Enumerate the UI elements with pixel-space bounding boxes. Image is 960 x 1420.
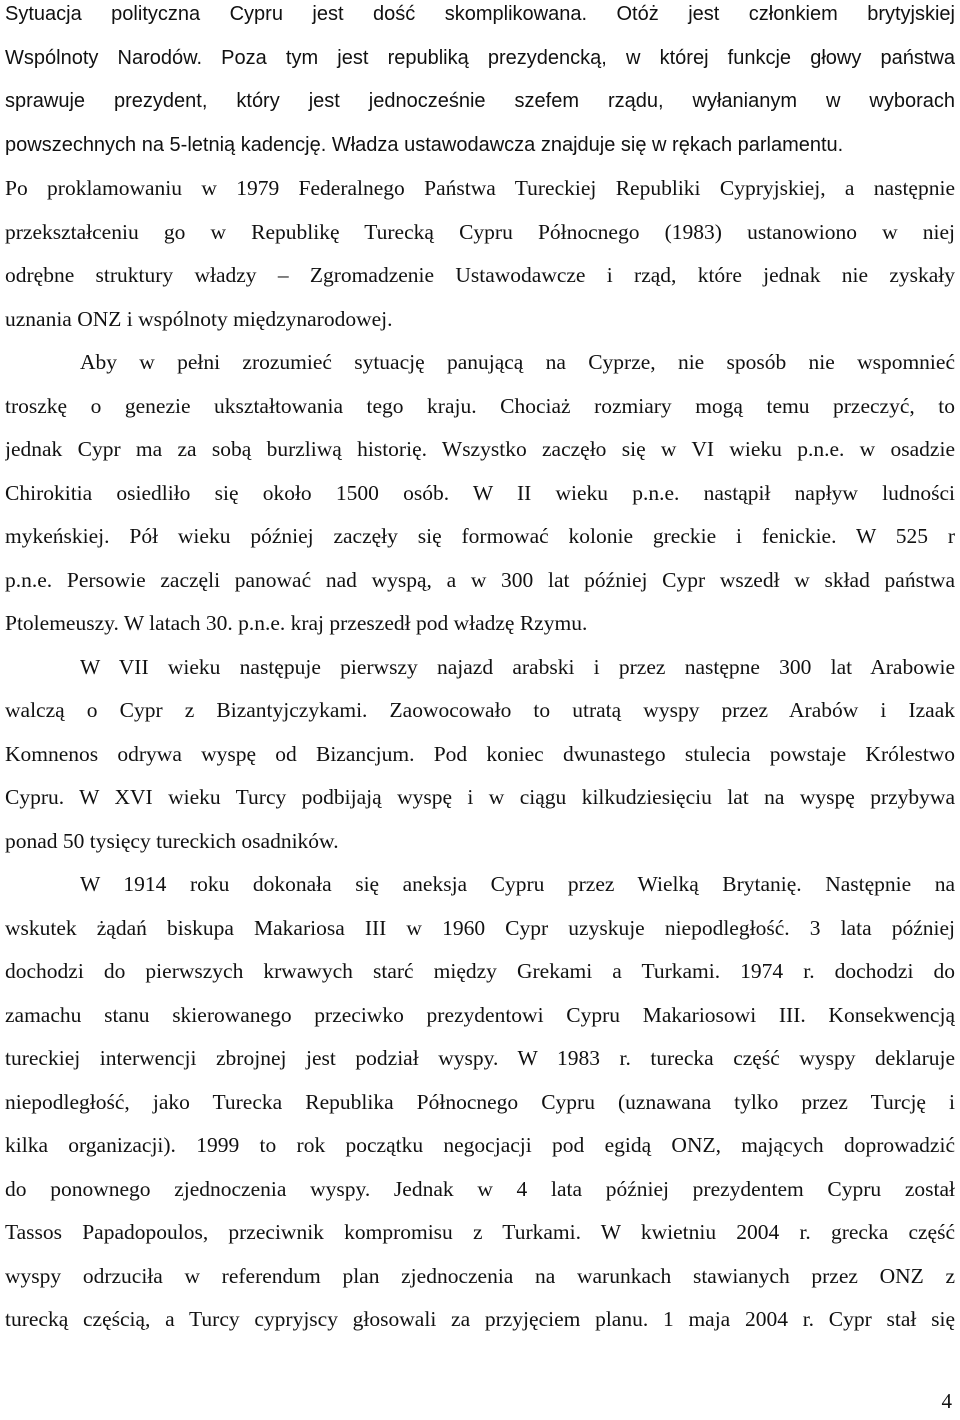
text-line: powszechnych na 5-letnią kadencję. Władza ustawodawcza znajduje się w rękach parlamentu.: [5, 133, 844, 156]
text-line: przekształceniu go w Republikę Turecką Cypru Północnego (1983) ustanowiono w niej: [5, 219, 955, 244]
text-line: Ptolemeuszy. W latach 30. p.n.e. kraj przeszedł pod władzę Rzymu.: [5, 611, 588, 635]
text-line: Cypru. W XVI wieku Turcy podbijają wyspę i w ciągu kilkudziesięciu lat na wyspę przybywa: [5, 785, 955, 809]
text-line: Tassos Papadopoulos, przeciwnik kompromisu z Turkami. W kwietniu 2004 r. grecka część: [5, 1220, 955, 1244]
text-line: Aby w pełni zrozumieć sytuację panującą na Cyprze, nie sposób nie wspomnieć: [80, 350, 955, 374]
text-line: sprawuje prezydent, który jest jednocześnie szefem rządu, wyłanianym w wyborach: [5, 90, 955, 112]
text-line: troszkę o genezie ukształtowania tego kraju. Chociaż rozmiary mogą temu przeczyć, to: [5, 393, 955, 418]
text-line: wskutek żądań biskupa Makariosa III w 1960 Cypr uzyskuje niepodległość. 3 lata później: [5, 915, 955, 940]
text-line: ponad 50 tysięcy tureckich osadników.: [5, 828, 339, 853]
text-line: zamachu stanu skierowanego przeciwko prezydentowi Cypru Makariosowi III. Konsekwencją: [5, 1002, 955, 1027]
text-line: turecką częścią, a Turcy cypryjscy głosowali za przyjęciem planu. 1 maja 2004 r. Cypr stał się: [5, 1307, 955, 1331]
text-line: do ponownego zjednoczenia wyspy. Jednak w 4 lata później prezydentem Cypru został: [5, 1176, 955, 1201]
text-line: Po proklamowaniu w 1979 Federalnego Państwa Tureckiej Republiki Cypryjskiej, a następnie: [5, 176, 955, 200]
text-line: tureckiej interwencji zbrojnej jest podział wyspy. W 1983 r. turecka część wyspy deklaruje: [5, 1046, 955, 1070]
text-line: kilka organizacji). 1999 to rok początku negocjacji pod egidą ONZ, mających doprowadzić: [5, 1133, 955, 1157]
text-line: W VII wieku następuje pierwszy najazd arabski i przez następne 300 lat Arabowie: [80, 654, 955, 679]
text-line: Wspólnoty Narodów. Poza tym jest republiką prezydencką, w której funkcje głowy państwa: [5, 46, 955, 69]
text-line: wyspy odrzuciła w referendum plan zjednoczenia na warunkach stawianych przez ONZ z: [5, 1263, 955, 1288]
text-line: uznania ONZ i wspólnoty międzynarodowej.: [5, 306, 393, 331]
page-number: 4: [941, 1389, 952, 1413]
text-line: Chirokitia osiedliło się około 1500 osób. W II wieku p.n.e. nastąpił napływ ludności: [5, 480, 955, 505]
text-line: niepodległość, jako Turecka Republika Północnego Cypru (uznawana tylko przez Turcję i: [5, 1089, 955, 1114]
text-line: jednak Cypr ma za sobą burzliwą historię. Wszystko zaczęło się w VI wieku p.n.e. w osadzie: [5, 437, 955, 461]
text-line: dochodzi do pierwszych krwawych starć między Grekami a Turkami. 1974 r. dochodzi do: [5, 959, 955, 983]
text-line: Sytuacja polityczna Cypru jest dość skomplikowana. Otóż jest członkiem brytyjskiej: [5, 3, 955, 25]
text-line: odrębne struktury władzy – Zgromadzenie Ustawodawcze i rząd, które jednak nie zyskały: [5, 263, 955, 287]
text-line: mykeńskiej. Pół wieku później zaczęły się formować kolonie greckie i fenickie. W 525 r: [5, 524, 955, 548]
text-line: walczą o Cypr z Bizantyjczykami. Zaowocowało to utratą wyspy przez Arabów i Izaak: [5, 698, 955, 722]
text-line: p.n.e. Persowie zaczęli panować nad wyspą, a w 300 lat później Cypr wszedł w skład państwa: [5, 567, 955, 592]
document-page: [5, 0, 955, 1342]
text-line: W 1914 roku dokonała się aneksja Cypru przez Wielką Brytanię. Następnie na: [80, 872, 955, 896]
text-line: Komnenos odrywa wyspę od Bizancjum. Pod koniec dwunastego stulecia powstaje Królestwo: [5, 741, 955, 766]
